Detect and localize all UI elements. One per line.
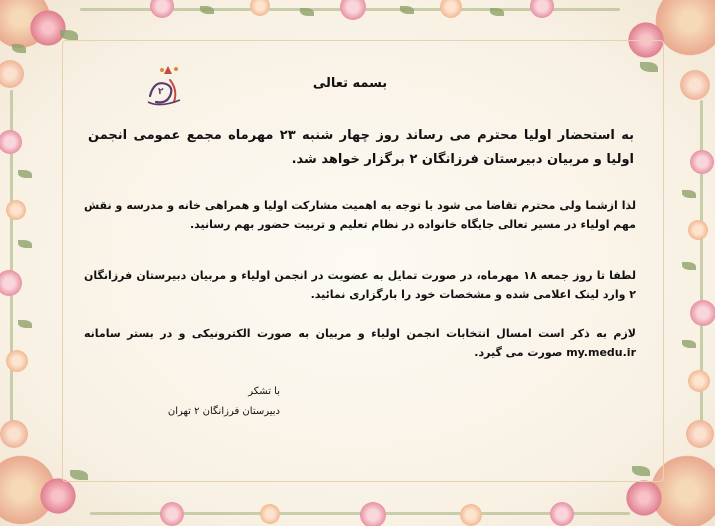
leaf-icon	[12, 44, 26, 53]
signature-school: دبیرستان فرزانگان ۲ تهران	[167, 406, 280, 417]
leaf-icon	[200, 6, 214, 14]
flower-icon	[626, 480, 662, 516]
flower-icon	[440, 0, 462, 18]
page-heading: بسمه تعالی	[312, 76, 388, 91]
leaf-icon	[18, 320, 32, 328]
flower-icon	[688, 220, 708, 240]
flower-icon	[30, 10, 66, 46]
leaf-icon	[490, 8, 504, 16]
flower-icon	[0, 130, 22, 154]
leaf-icon	[18, 240, 32, 248]
flower-icon	[550, 502, 574, 526]
flower-icon	[340, 0, 366, 20]
flower-icon	[460, 504, 482, 526]
flower-icon	[690, 150, 714, 174]
signature-closing: با تشکر	[248, 386, 280, 397]
flower-icon	[690, 300, 715, 326]
svg-text:۲: ۲	[158, 87, 164, 97]
flower-icon	[0, 420, 28, 448]
school-logo	[140, 60, 192, 112]
flower-icon	[680, 70, 710, 100]
flower-icon	[250, 0, 270, 16]
leaf-icon	[682, 262, 696, 270]
flower-icon	[686, 420, 714, 448]
election-paragraph: لازم به ذکر است امسال انتخابات انجمن اولیاء و مربیان به صورت الکترونیکی و در بستر سامانه my.medu.ir صورت می گیرد.	[84, 327, 636, 359]
leaf-icon	[60, 30, 78, 40]
flower-icon	[688, 370, 710, 392]
announcement-paragraph: به استحضار اولیا محترم می رساند روز چهار شنبه ۲۳ مهرماه مجمع عمومی انجمن اولیا و مربیان دبیرستان فرزانگان ۲ برگزار خواهد شد.	[88, 128, 634, 167]
flower-icon	[160, 502, 184, 526]
flower-icon	[530, 0, 554, 18]
farzanegan-logo-icon	[140, 60, 192, 112]
flower-icon	[360, 502, 386, 526]
leaf-icon	[682, 190, 696, 198]
leaf-icon	[300, 8, 314, 16]
leaf-icon	[18, 170, 32, 178]
flower-icon	[655, 0, 715, 56]
leaf-icon	[682, 340, 696, 348]
leaf-icon	[400, 6, 414, 14]
flower-icon	[0, 60, 24, 88]
flower-icon	[260, 504, 280, 524]
flower-icon	[0, 270, 22, 296]
membership-paragraph: لطفا تا روز جمعه ۱۸ مهرماه، در صورت تمایل به عضویت در انجمن اولیاء و مربیان دبیرستان فرزانگان ۲ وارد لینک اعلامی شده و مشخصات خود را بارگزاری نمائید.	[84, 269, 636, 301]
flower-icon	[40, 478, 76, 514]
flower-icon	[6, 200, 26, 220]
flower-icon	[6, 350, 28, 372]
flower-icon	[150, 0, 174, 18]
invitation-paragraph: لذا ازشما ولی محترم تقاضا می شود با توجه به اهمیت مشارکت اولیا و همراهی خانه و مدرسه و نقش مهم اولیاء در مسیر تعالی جایگاه خانواده در نظام تعلیم و تربیت حضور بهم رسانید.	[84, 199, 636, 231]
